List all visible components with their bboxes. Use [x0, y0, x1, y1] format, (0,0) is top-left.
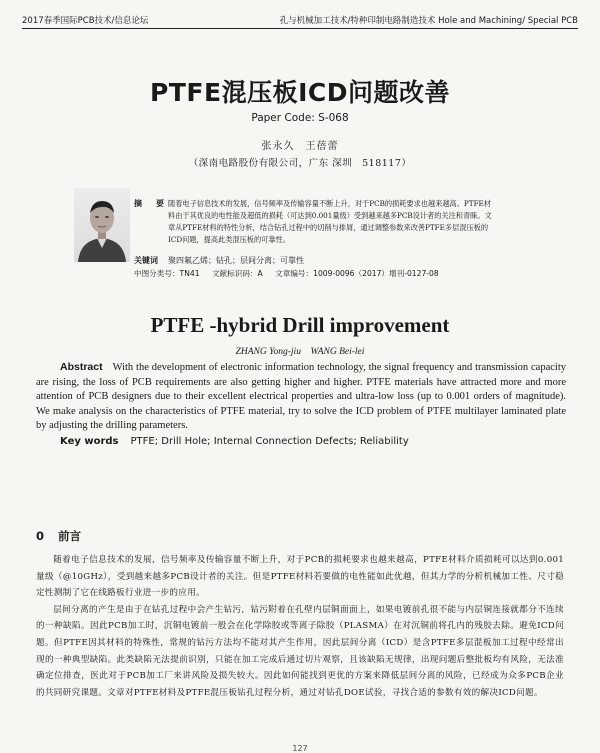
keywords-cn-label: 关键词	[134, 256, 158, 265]
abstract-cn	[134, 198, 494, 246]
body-paragraph: 随着电子信息技术的发展，信号频率及传输容量不断上升，对于PCB的损耗要求也越来越高，PTFE材料介质损耗可以达到0.001量级（@10GHz），受到越来越多PCB设计者的关注。但是PTFE材料若要做的电性能如此优越，但其力学的分析机械加工性、尺寸稳定性测制了它在线路板行业进一步的应用。	[36, 555, 564, 599]
author-photo	[74, 188, 130, 262]
document-code: 文献标识码：A	[211, 269, 263, 278]
keywords-en	[60, 436, 409, 447]
section-heading	[36, 528, 81, 544]
abstract-en-label: Abstract	[60, 361, 103, 373]
keywords-cn-text: 聚四氟乙烯；钻孔；层间分离；可靠性	[168, 256, 304, 265]
section-number: 0	[36, 529, 45, 543]
running-header	[22, 8, 578, 29]
english-authors: ZHANG Yong-jiu WANG Bei-lei	[235, 347, 365, 357]
header-left: 2017春季国际PCB技术/信息论坛	[22, 16, 149, 26]
classification-line	[134, 268, 449, 279]
section-title: 前言	[58, 529, 82, 543]
authors: 张永久 王蓓蕾	[261, 141, 339, 152]
paper-code: Paper Code: S-068	[251, 112, 349, 124]
abstract-en	[36, 360, 566, 434]
english-title: PTFE -hybrid Drill improvement	[150, 313, 450, 337]
abstract-en-text: With the development of electronic information technology, the signal frequency and transmission capacity are rising, the loss of PCB requirements are also getting higher and higher. PTFE materials have attracted more and more attention of PCB designers due to their excellent electrical properties and ultra-low loss (up to 0.001 orders of magnitude). We make analysis on the characteristics of PTFE material, try to solve the ICD problem of PTFE multilayer laminated plate by adjusting the drilling parameters.	[36, 362, 566, 432]
keywords-cn	[134, 255, 304, 266]
paper-title: PTFE混压板ICD问题改善	[150, 78, 450, 107]
article-id: 文章编号：1009-0096（2017）增刊-0127-08	[275, 269, 439, 278]
header-right: 孔与机械加工技术/特种印制电路制造技术 Hole and Machining/ Special PCB	[279, 16, 578, 26]
affiliation: （深南电路股份有限公司，广东 深圳 518117）	[188, 158, 412, 169]
keywords-en-text: PTFE; Drill Hole; Internal Connection Defects; Reliability	[130, 436, 409, 447]
body-paragraph: 层间分离的产生是由于在钻孔过程中会产生钻污，钻污附着在孔壁内层铜面面上，如果电镀前孔很不能与内层铜连接就都分不连续的一种缺陷。因此PCB加工时，沉铜电镀前一般会在化学除胶或等离子除胶（PLASMA）在对沉铜前将孔内的残胶去除。避免ICD问题。但PTFE因其材料的特殊性，常规的钻污方法均不能对其产生作用，因此层间分离（ICD）是含PTFE多层混板加工过程中经常出现的一种典型缺陷。此类缺陷无法提前识别，只能在加工完成后通过切片观察，且该缺陷无规律，出现问题后整批板均有风险，无法准确定位排查，医此对于PCB加工厂来讲风险及损失较大。因此如何能找到更优的方案来降低层间分离的风险，已经成为众多PCB企业的共同研究课题。文章对PTFE材料及PTFE混压板钻孔过程分析，通过对钻孔DOE试验，寻找合适的参数有效的解决ICD问题。	[36, 604, 564, 698]
clc-number: 中图分类号：TN41	[134, 269, 200, 278]
keywords-en-label: Key words	[60, 436, 119, 447]
abstract-cn-text: 随着电子信息技术的发展，信号频率及传输容量不断上升，对于PCB的损耗要求也越来越高。PTFE材料由于其优良的电性能及超低的损耗（可达到0.001量级）受到越来越多PCB设计者的关注和青睐。文章从PTFE材料的特性分析，结合钻孔过程中的切削与排屑，通过调整参数来改善PTFE多层混压板的ICD问题，提高此类混压板的可靠性。	[168, 199, 492, 244]
body-text	[36, 552, 564, 701]
page-number: 127	[292, 744, 308, 753]
abstract-cn-label: 摘 要	[134, 199, 167, 208]
